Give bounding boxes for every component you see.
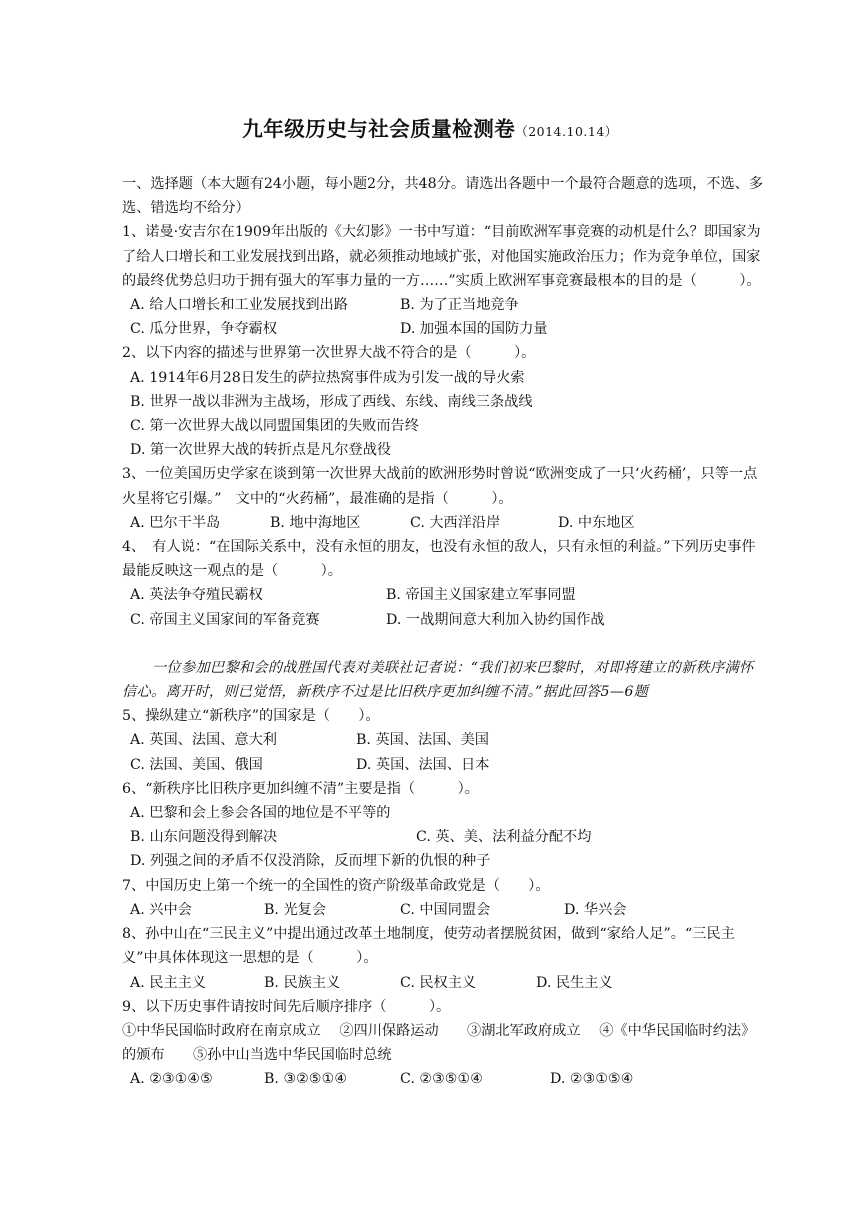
q1-option-a: A. 给人口增长和工业发展找到出路	[130, 297, 348, 314]
question-1-options-row1	[122, 293, 768, 317]
question-7-stem: 7、中国历史上第一个统一的全国性的资产阶级革命政党是（ ）。	[122, 877, 550, 894]
q6-option-d: D. 列强之间的矛盾不仅没消除，反而埋下新的仇恨的种子	[130, 853, 491, 870]
question-8-options	[122, 971, 768, 995]
q2-option-c: C. 第一次世界大战以同盟国集团的失败而告终	[130, 418, 419, 435]
q8-option-a: A. 民主主义	[130, 974, 207, 991]
question-5-options-row2	[122, 753, 768, 777]
q3-option-b: B. 地中海地区	[270, 514, 361, 531]
q9-option-c: C. ②③⑤①④	[400, 1071, 483, 1088]
q7-option-d: D. 华兴会	[564, 901, 627, 918]
exam-content	[122, 172, 768, 1092]
q9-option-a: A. ②③①④⑤	[130, 1071, 213, 1088]
q2-option-a: A. 1914年6月28日发生的萨拉热窝事件成为引发一战的导火索	[130, 369, 525, 386]
question-9-stem: 9、以下历史事件请按时间先后顺序排序（ ）。	[122, 998, 451, 1015]
q5-option-b: B. 英国、法国、美国	[356, 732, 489, 749]
q3-option-a: A. 巴尔干半岛	[130, 514, 221, 531]
q1-option-b: B. 为了正当地竞争	[400, 297, 519, 314]
question-4-options-row2	[122, 608, 768, 632]
question-4-options-row1	[122, 583, 768, 607]
q3-option-d: D. 中东地区	[558, 514, 635, 531]
q4-option-a: A. 英法争夺殖民霸权	[130, 587, 263, 604]
question-8-stem: 8、孙中山在“三民主义”中提出通过改革土地制度，使劳动者摆脱贫困，做到“家给人足”。“三民主义”中具体体现这一思想的是（ ）。	[122, 926, 735, 967]
q1-option-d: D. 加强本国的国防力量	[400, 321, 548, 338]
question-1-options-row2	[122, 317, 768, 341]
title-date: （2014.10.14）	[515, 124, 618, 139]
q4-option-d: D. 一战期间意大利加入协约国作战	[386, 611, 605, 628]
q7-option-b: B. 光复会	[264, 901, 327, 918]
q4-option-b: B. 帝国主义国家建立军事同盟	[386, 587, 576, 604]
q8-option-c: C. 民权主义	[400, 974, 477, 991]
q7-option-c: C. 中国同盟会	[400, 901, 491, 918]
section-heading: 一、选择题（本大题有24小题，每小题2分，共48分。请选出各题中一个最符合题意的选项，不选、多选、错选均不给分）	[122, 176, 764, 217]
reading-passage: 一位参加巴黎和会的战胜国代表对美联社记者说：“我们初来巴黎时，对即将建立的新秩序满怀信心。离开时，则已觉悟，新秩序不过是比旧秩序更加纠缠不清。”据此回答5—6题	[122, 659, 754, 701]
question-2-stem: 2、以下内容的描述与世界第一次世界大战不符合的是（ ）。	[122, 345, 536, 362]
q6-option-c: C. 英、美、法利益分配不均	[416, 829, 592, 846]
q5-option-d: D. 英国、法国、日本	[356, 756, 490, 773]
q5-option-a: A. 英国、法国、意大利	[130, 732, 277, 749]
q8-option-d: D. 民生主义	[536, 974, 613, 991]
q6-option-a: A. 巴黎和会上参会各国的地位是不平等的	[130, 805, 391, 822]
q8-option-b: B. 民族主义	[264, 974, 341, 991]
q9-option-b: B. ③②⑤①④	[264, 1071, 348, 1088]
question-5-stem: 5、操纵建立“新秩序”的国家是（ ）。	[122, 708, 380, 725]
title-text: 九年级历史与社会质量检测卷	[242, 117, 516, 141]
q1-option-c: C. 瓜分世界，争夺霸权	[130, 321, 278, 338]
question-1-stem: 1、诺曼·安吉尔在1909年出版的《大幻影》一书中写道：“目前欧洲军事竞赛的动机是什么？即国家为了给人口增长和工业发展找到出路，就必须推动地域扩张，对他国实施政治压力；作为竞争单位，国家的最终优势总归功于拥有强大的军事力量的一方……”实质上欧洲军事竞赛最根本的目的是（ ）。	[122, 224, 761, 289]
q4-option-c: C. 帝国主义国家间的军备竞赛	[130, 611, 320, 628]
q2-option-b: B. 世界一战以非洲为主战场，形成了西线、东线、南线三条战线	[130, 393, 533, 410]
question-9-items: ①中华民国临时政府在南京成立 ②四川保路运动 ③湖北军政府成立 ④《中华民国临时约法》的颁布 ⑤孙中山当选中华民国临时总统	[122, 1022, 756, 1064]
question-7-options	[122, 898, 768, 922]
q3-option-c: C. 大西洋沿岸	[410, 514, 501, 531]
exam-title	[0, 112, 860, 142]
q9-option-d: D. ②③①⑤④	[550, 1071, 634, 1088]
question-3-options	[122, 511, 768, 535]
question-6-stem: 6、“新秩序比旧秩序更加纠缠不清”主要是指（ ）。	[122, 780, 479, 797]
q6-option-b: B. 山东问题没得到解决	[130, 829, 278, 846]
q5-option-c: C. 法国、美国、俄国	[130, 756, 263, 773]
question-3-stem: 3、一位美国历史学家在谈到第一次世界大战前的欧洲形势时曾说“欧洲变成了一只‘火药桶’，只等一点火星将它引爆。” 文中的“火药桶”，最准确的是指（ ）。	[122, 466, 758, 507]
question-5-options-row1	[122, 728, 768, 752]
q7-option-a: A. 兴中会	[130, 901, 192, 918]
question-4-stem: 4、 有人说：“在国际关系中，没有永恒的朋友，也没有永恒的敌人，只有永恒的利益。”下列历史事件最能反映这一观点的是（ ）。	[122, 539, 756, 580]
question-9-options	[122, 1067, 768, 1091]
q2-option-d: D. 第一次世界大战的转折点是凡尔登战役	[130, 442, 392, 459]
question-6-options-row	[122, 825, 768, 849]
